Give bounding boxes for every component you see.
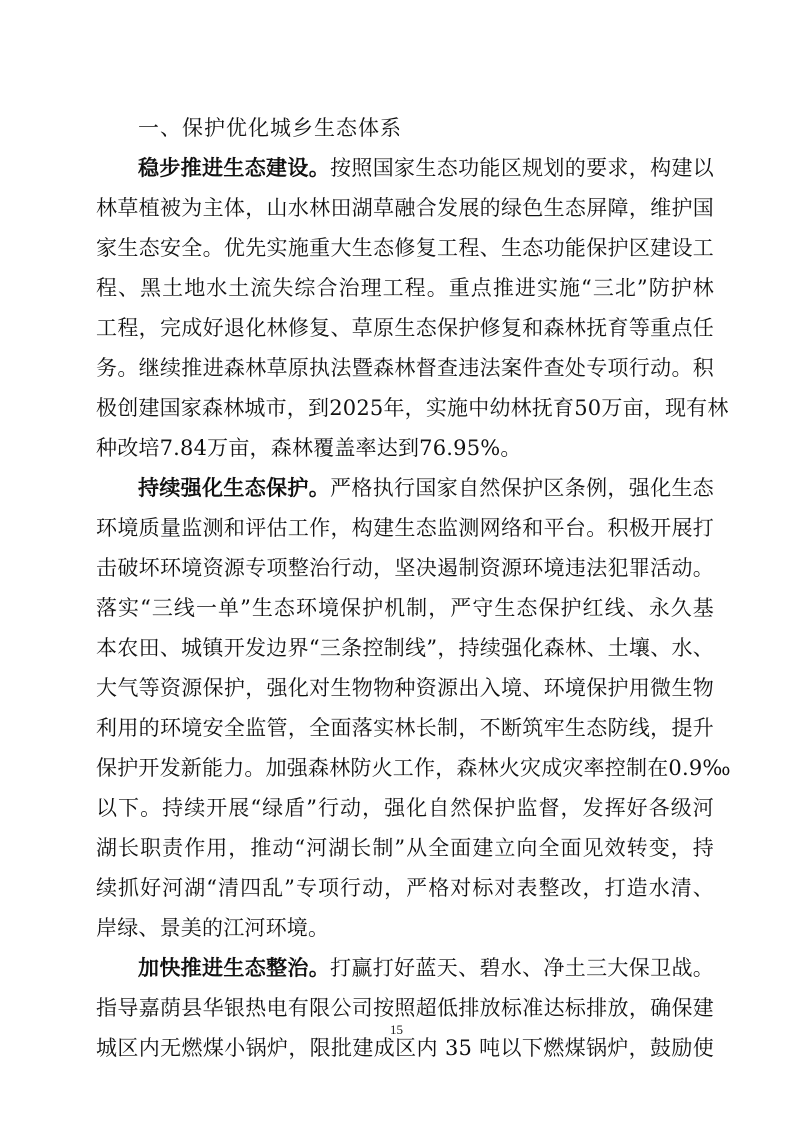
- paragraph-lead: 持续强化生态保护。: [138, 476, 331, 500]
- paragraph-ecological-construction: [96, 148, 729, 468]
- paragraph-line: 种改培7.84万亩，森林覆盖率达到76.95%。: [96, 436, 522, 460]
- paragraph-line: 击破坏环境资源专项整治行动，坚决遏制资源环境违法犯罪活动。: [96, 556, 714, 580]
- paragraph-line: 环境质量监测和评估工作，构建生态监测网络和平台。积极开展打: [96, 516, 714, 540]
- paragraph-line: 林草植被为主体，山水林田湖草融合发展的绿色生态屏障，维护国: [96, 196, 714, 220]
- section-title: 一、保护优化城乡生态体系: [138, 116, 402, 140]
- paragraph-line: 岸绿、景美的江河环境。: [96, 916, 330, 940]
- paragraph-line: 以下。持续开展“绿盾”行动，强化自然保护监督，发挥好各级河: [96, 796, 714, 820]
- paragraph-line: 极创建国家森林城市，到2025年，实施中幼林抚育50万亩，现有林: [96, 396, 729, 420]
- paragraph-text: 按照国家生态功能区规划的要求，构建以: [330, 156, 714, 180]
- document-body: [96, 108, 731, 1068]
- page-number: 15: [390, 1022, 403, 1037]
- paragraph-line: 续抓好河湖“清四乱”专项行动，严格对标对表整改，打造水清、: [96, 876, 714, 900]
- paragraph-text: 严格执行国家自然保护区条例，强化生态: [330, 476, 714, 500]
- paragraph-line: 保护开发新能力。加强森林防火工作，森林火灾成灾率控制在0.9‰: [96, 756, 731, 780]
- paragraph-line: 本农田、城镇开发边界“三条控制线”，持续强化森林、土壤、水、: [96, 636, 714, 660]
- paragraph-line: 城区内无燃煤小锅炉，限批建成区内 35 吨以下燃煤锅炉，鼓励使: [96, 1036, 714, 1060]
- paragraph-line: 务。继续推进森林草原执法暨森林督查违法案件查处专项行动。积: [96, 356, 714, 380]
- paragraph-line: 指导嘉荫县华银热电有限公司按照超低排放标准达标排放，确保建: [96, 996, 714, 1020]
- paragraph-line: 利用的环境安全监管，全面落实林长制，不断筑牢生态防线，提升: [96, 716, 714, 740]
- paragraph-line: 落实“三线一单”生态环境保护机制，严守生态保护红线、永久基: [96, 596, 714, 620]
- paragraph-first-line: [96, 468, 714, 508]
- paragraph-text: 打赢打好蓝天、碧水、净土三大保卫战。: [330, 956, 714, 980]
- paragraph-ecological-protection: [96, 468, 731, 948]
- paragraph-ecological-remediation: [96, 948, 714, 1068]
- paragraph-line: 湖长职责作用，推动“河湖长制”从全面建立向全面见效转变，持: [96, 836, 714, 860]
- paragraph-first-line: [96, 948, 714, 988]
- paragraph-line: 工程，完成好退化林修复、草原生态保护修复和森林抚育等重点任: [96, 316, 714, 340]
- paragraph-lead: 加快推进生态整治。: [138, 956, 331, 980]
- paragraph-first-line: [96, 148, 714, 188]
- paragraph-line: 家生态安全。优先实施重大生态修复工程、生态功能保护区建设工: [96, 236, 714, 260]
- paragraph-lead: 稳步推进生态建设。: [138, 156, 331, 180]
- paragraph-line: 大气等资源保护，强化对生物物种资源出入境、环境保护用微生物: [96, 676, 714, 700]
- paragraph-line: 程、黑土地水土流失综合治理工程。重点推进实施“三北”防护林: [96, 276, 714, 300]
